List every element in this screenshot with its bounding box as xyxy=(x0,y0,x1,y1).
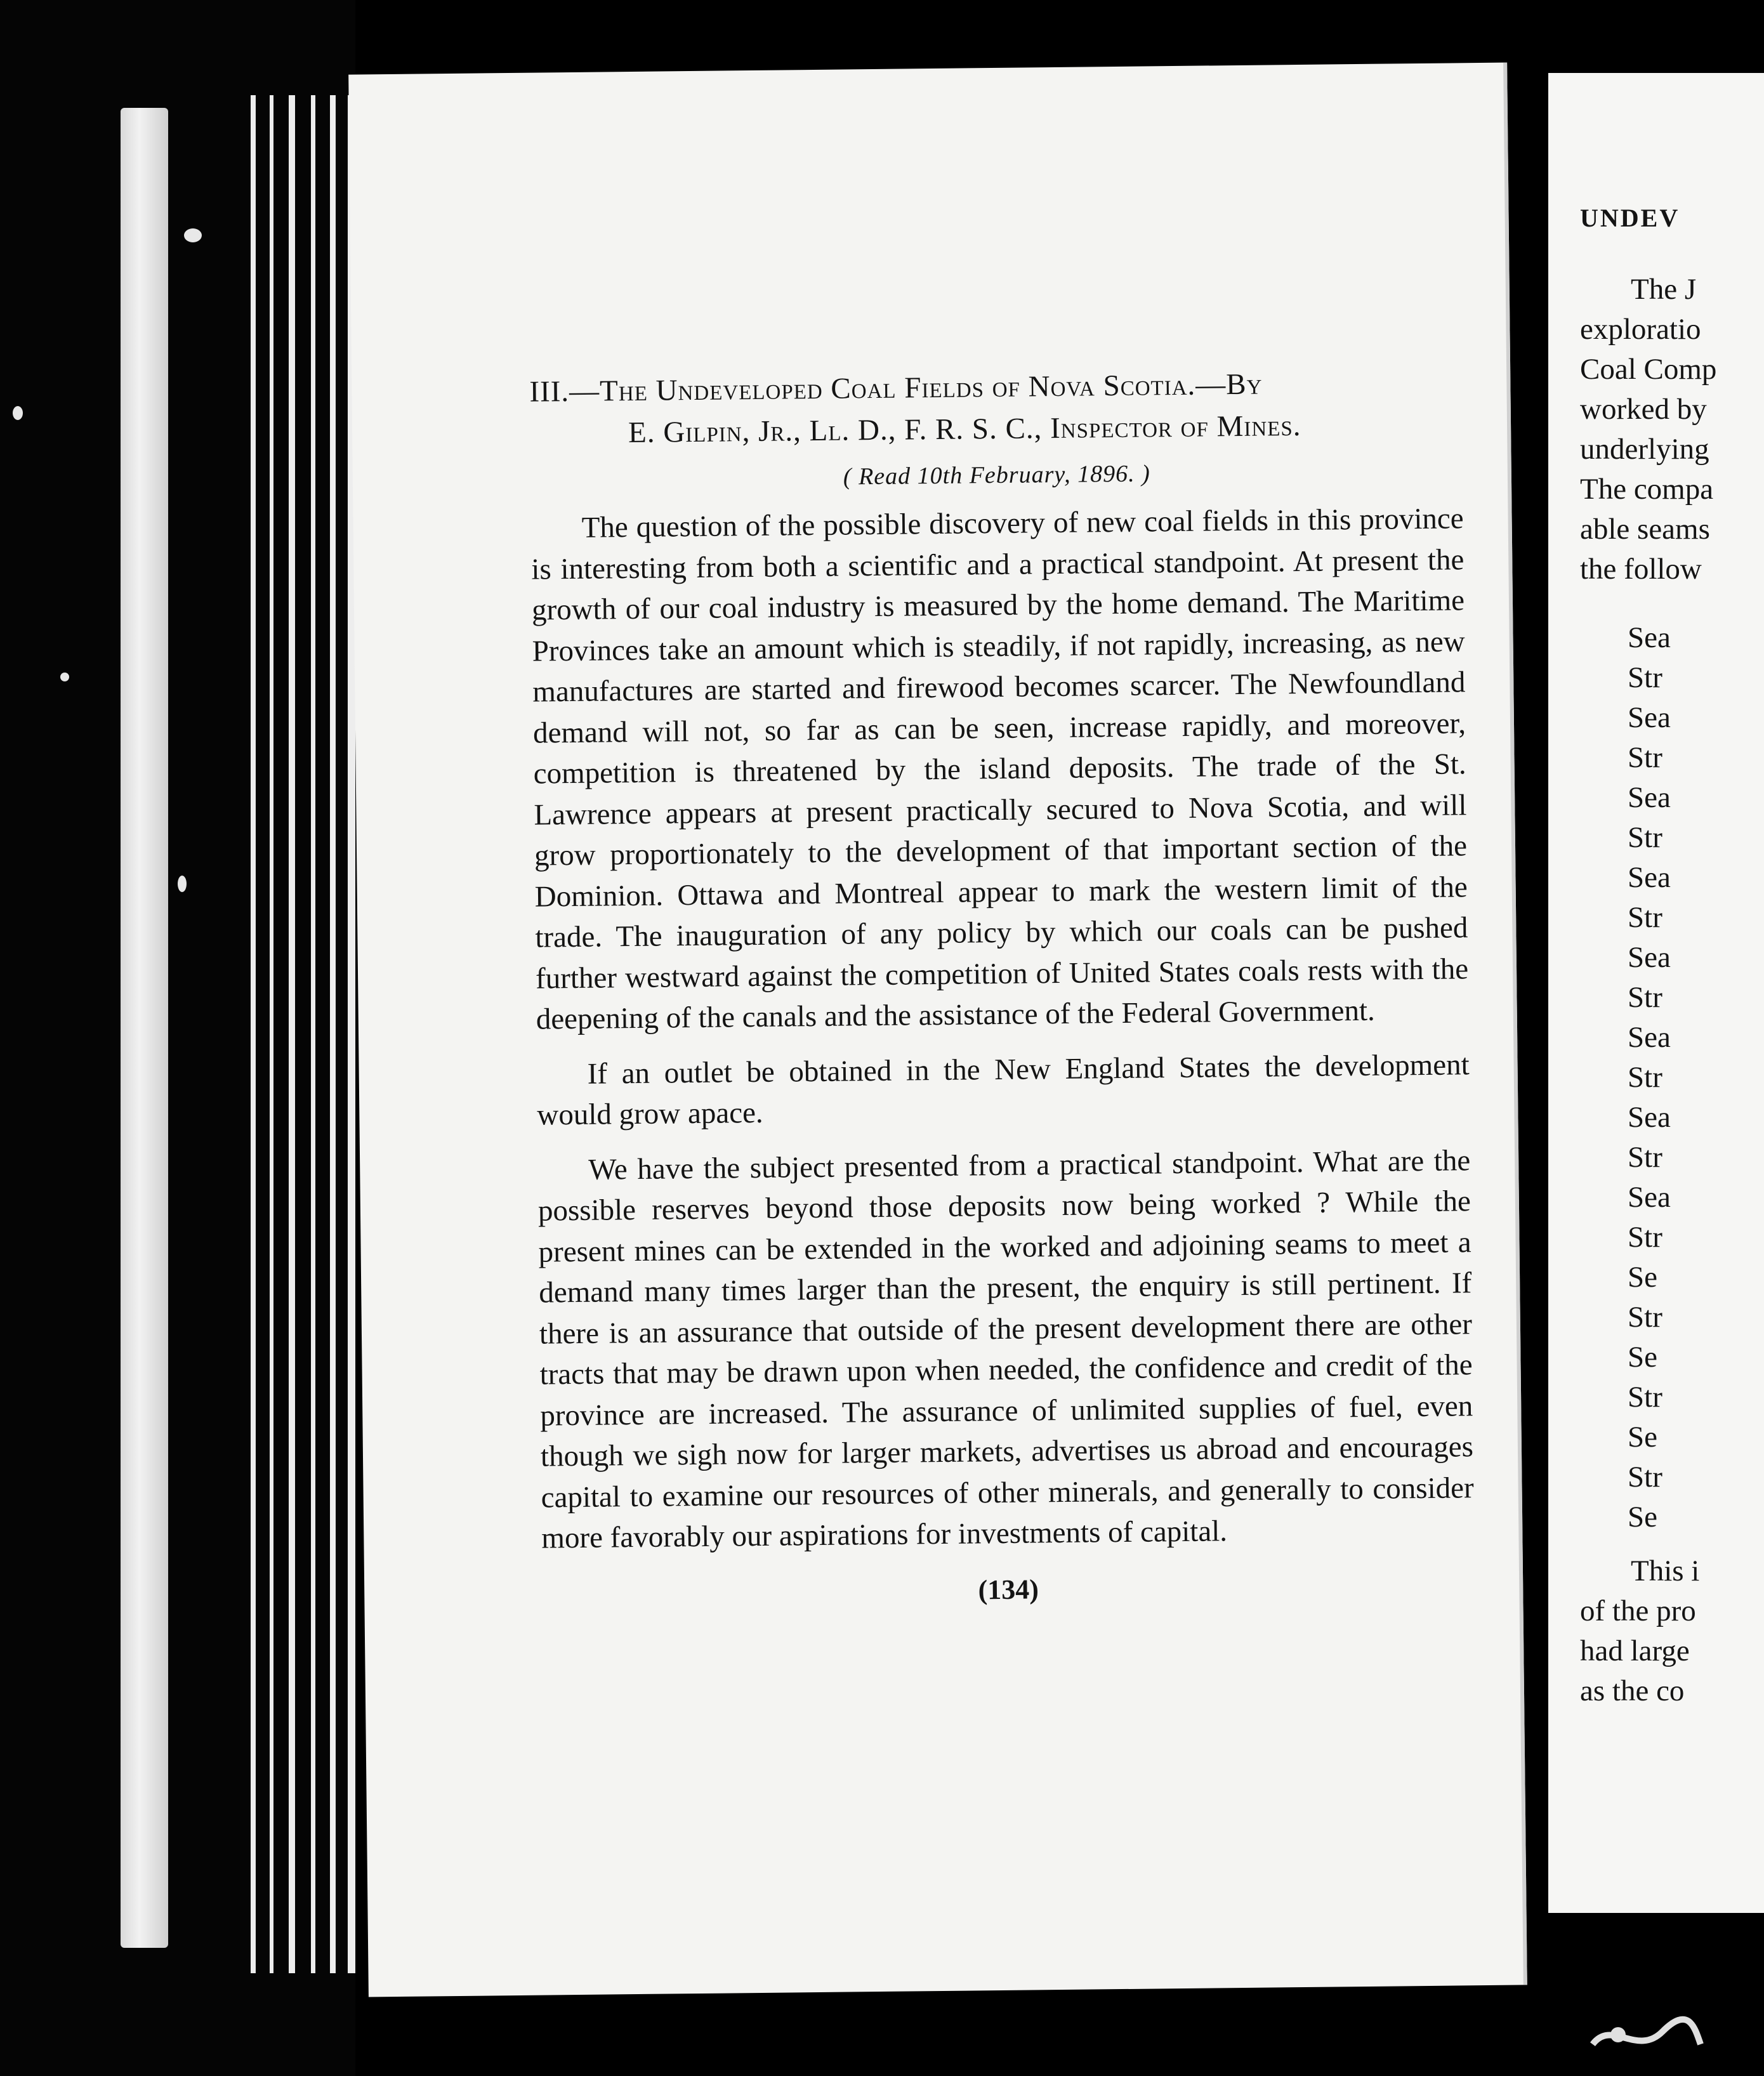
facing-line: The J xyxy=(1631,273,1697,306)
facing-line: worked by xyxy=(1580,393,1707,426)
speck xyxy=(60,673,69,681)
facing-list-line: Str xyxy=(1628,901,1662,934)
heading-line-2: E. Gilpin, Jr., Ll. D., F. R. S. C., Inspector of Mines. xyxy=(628,409,1301,450)
page-edge-stripe xyxy=(289,95,295,1973)
facing-list-line: Str xyxy=(1628,1381,1662,1414)
main-page xyxy=(348,63,1527,1997)
facing-list-line: Se xyxy=(1628,1341,1657,1374)
book-edge xyxy=(121,108,168,1948)
facing-list-line: Sea xyxy=(1628,861,1671,894)
paragraph: The question of the possible discovery of new coal fields in this province is interesting from both a scientific and a practical standpoint. At present the growth of our coal industry is measured by the home demand. The Maritime Provinces take an amount which is steadily, if not rapidly, increasing, as new manufactures are started and firewood becomes scarcer. The Newfoundland demand will not, so far as can be seen, increase rapidly, and moreover, competition is threatened by the island deposits. The trade of the St. Lawrence appears at present practically secured to Nova Scotia, and will grow proportionately to the development of that important section of the Dominion. Ottawa and Montreal appear to mark the western limit of the trade. The inauguration of any policy by which our coals can be pushed further westward against the competition of United States coals rests with the deepening of the canals and the assistance of the Federal Government. xyxy=(531,502,1469,1036)
page-edge-stripe xyxy=(270,95,273,1973)
facing-line: had large xyxy=(1580,1634,1690,1667)
paragraph: We have the subject presented from a practical standpoint. What are the possible reserves beyond those deposits now being worked ? While the present mines can be extended in the worked and adjoining seams to meet a demand many times larger than the present, the enquiry is still pertinent. If there is an assurance that outside of the present development there are other tracts that may be drawn upon when needed, the confidence and credit of the province are increased. The assurance of unlimited supplies of fuel, even though we sigh now for larger markets, advertises us abroad and encourages capital to examine our resources of other minerals, and generally to consider more favorably our aspirations for investments of capital. xyxy=(537,1143,1474,1555)
read-date: ( Read 10th February, 1896. ) xyxy=(843,460,1150,490)
facing-list-line: Str xyxy=(1628,1221,1662,1254)
ornament-mark xyxy=(1580,2006,1707,2063)
article-heading xyxy=(529,361,1463,454)
facing-list-line: Str xyxy=(1628,1301,1662,1334)
facing-list-line: Sea xyxy=(1628,1101,1671,1134)
facing-list-line: Sea xyxy=(1628,941,1671,974)
facing-line: of the pro xyxy=(1580,1594,1696,1627)
page-edge-stripe xyxy=(330,95,336,1973)
left-margin xyxy=(0,0,355,2076)
page-edge-stripe xyxy=(251,95,256,1973)
facing-line: underlying xyxy=(1580,433,1709,466)
facing-list-line: Str xyxy=(1628,981,1662,1014)
facing-list-line: Sea xyxy=(1628,1021,1671,1054)
speck xyxy=(13,406,23,420)
facing-page-intro xyxy=(1580,270,1764,589)
facing-page-list xyxy=(1580,618,1764,1537)
speck xyxy=(184,228,202,242)
facing-page-header: UNDEV xyxy=(1580,204,1680,232)
speck xyxy=(178,876,187,892)
facing-list-line: Str xyxy=(1628,1061,1662,1094)
facing-line: able seams xyxy=(1580,513,1710,546)
heading-line-1: III.—The Undeveloped Coal Fields of Nova Scotia.—By xyxy=(529,367,1263,409)
facing-list-line: Str xyxy=(1628,1141,1662,1174)
page-edge-stripe xyxy=(311,95,315,1973)
facing-line: Coal Comp xyxy=(1580,353,1717,386)
facing-line: This i xyxy=(1631,1554,1700,1587)
paragraph: If an outlet be obtained in the New England States the development would grow apace. xyxy=(537,1048,1470,1132)
facing-line: as the co xyxy=(1580,1674,1685,1707)
facing-list-line: Se xyxy=(1628,1421,1657,1454)
facing-list-line: Se xyxy=(1628,1261,1657,1294)
facing-line: The compa xyxy=(1580,473,1714,506)
page-content xyxy=(529,361,1475,1610)
facing-list-line: Str xyxy=(1628,661,1662,694)
facing-list-line: Sea xyxy=(1628,701,1671,734)
facing-line: the follow xyxy=(1580,553,1702,586)
facing-page-tail xyxy=(1580,1551,1764,1711)
page-number: (134) xyxy=(978,1573,1039,1605)
facing-list-line: Sea xyxy=(1628,781,1671,814)
facing-page-content xyxy=(1580,203,1764,1711)
facing-list-line: Sea xyxy=(1628,621,1671,654)
facing-list-line: Sea xyxy=(1628,1181,1671,1214)
facing-page xyxy=(1548,73,1764,1913)
facing-list-line: Str xyxy=(1628,821,1662,854)
facing-list-line: Str xyxy=(1628,741,1662,774)
facing-list-line: Str xyxy=(1628,1461,1662,1494)
facing-list-line: Se xyxy=(1628,1501,1657,1534)
facing-line: exploratio xyxy=(1580,313,1701,346)
